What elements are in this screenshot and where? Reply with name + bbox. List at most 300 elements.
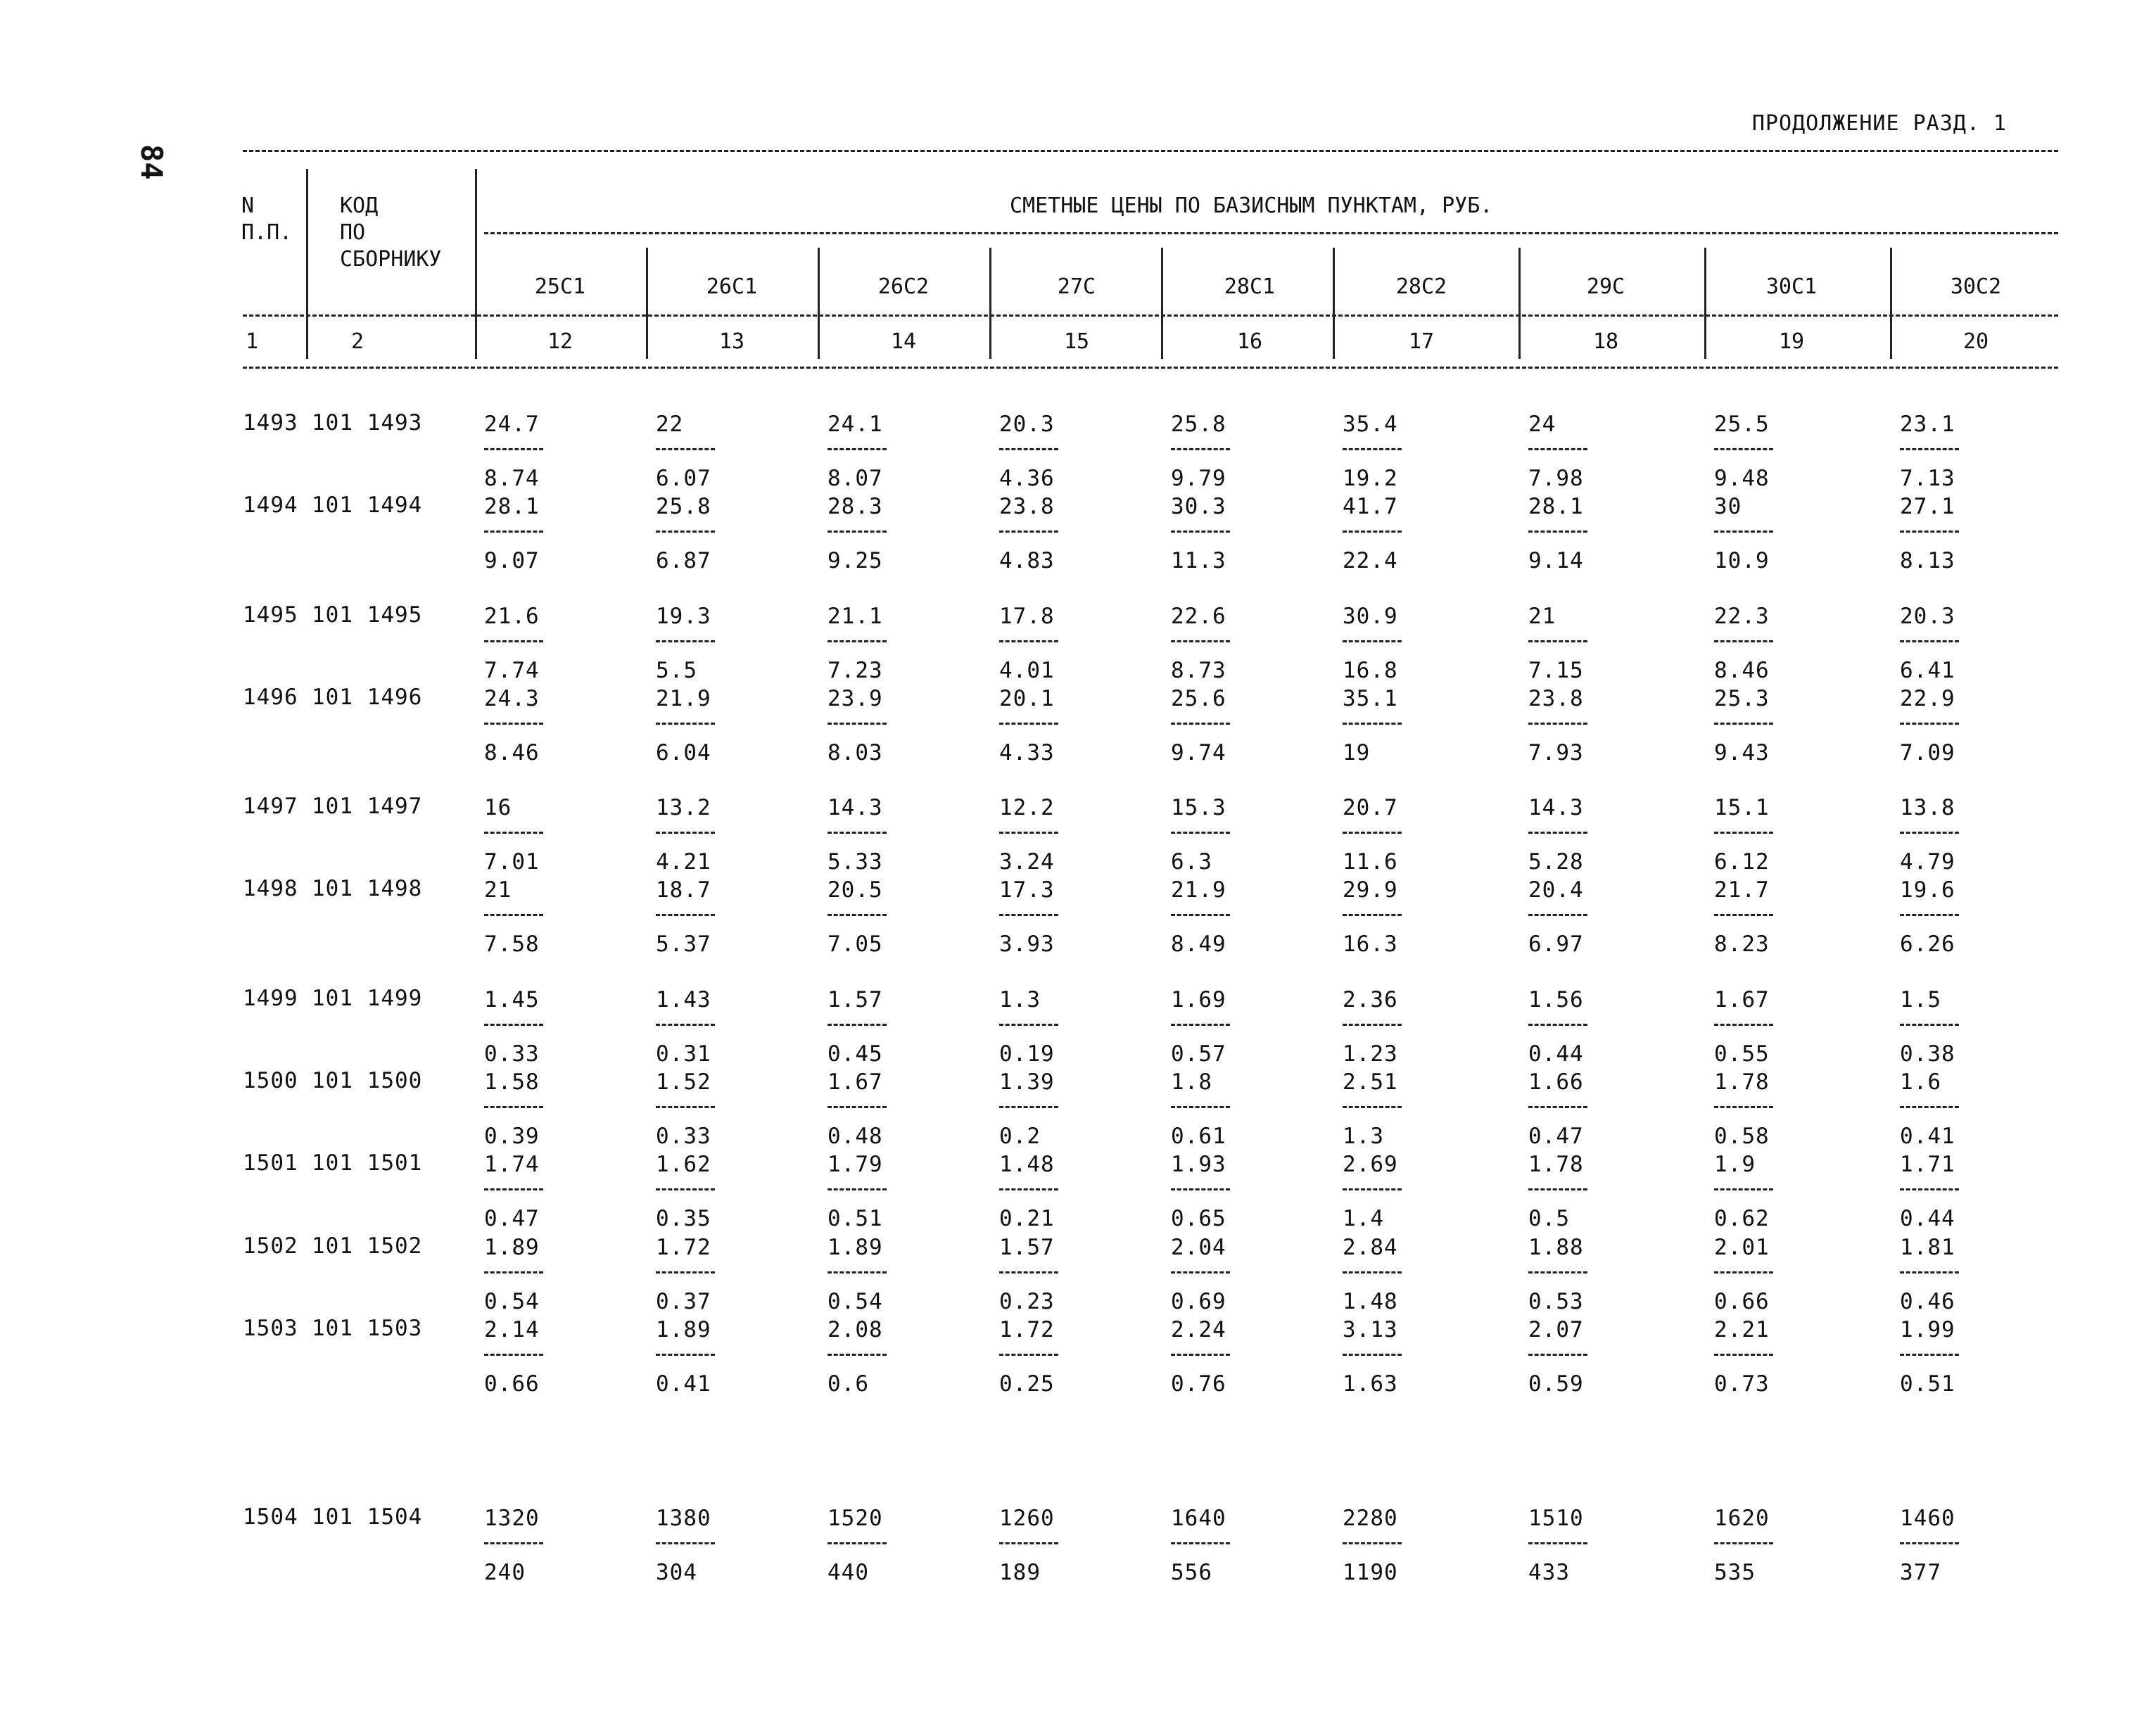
row-number: 1501 <box>243 1150 298 1176</box>
fraction-bar <box>1171 531 1230 533</box>
row-code: 101 1499 <box>312 986 423 1011</box>
row-number: 1494 <box>243 493 298 518</box>
price-numerator: 21 <box>1528 604 1556 629</box>
price-numerator: 13.8 <box>1900 795 1955 820</box>
price-denominator: 9.79 <box>1171 466 1226 491</box>
price-numerator: 12.2 <box>999 795 1055 820</box>
price-numerator: 2.04 <box>1171 1235 1226 1260</box>
fraction-bar <box>1528 1542 1587 1544</box>
price-denominator: 4.01 <box>999 658 1055 683</box>
fraction-bar <box>1900 1024 1959 1026</box>
price-denominator: 10.9 <box>1714 548 1770 573</box>
row-number: 1493 <box>243 410 298 436</box>
fraction-bar <box>827 723 887 725</box>
fraction-bar <box>1714 1024 1773 1026</box>
price-denominator: 0.44 <box>1900 1206 1955 1231</box>
row-code: 101 1495 <box>312 602 423 628</box>
price-denominator: 7.13 <box>1900 466 1955 491</box>
price-denominator: 377 <box>1900 1560 1941 1585</box>
row-code: 101 1496 <box>312 685 423 710</box>
price-numerator: 1.43 <box>656 987 711 1012</box>
fraction-bar <box>827 914 887 916</box>
price-numerator: 28.3 <box>827 494 883 519</box>
price-numerator: 2.84 <box>1343 1235 1398 1260</box>
fraction-bar <box>1171 448 1230 450</box>
header-code-line1: КОД <box>340 193 379 218</box>
fraction-bar <box>484 1271 543 1273</box>
price-denominator: 6.3 <box>1171 849 1212 875</box>
price-numerator: 14.3 <box>827 795 883 820</box>
fraction-bar <box>1343 448 1402 450</box>
row-code: 101 1498 <box>312 876 423 901</box>
price-numerator: 1.8 <box>1171 1069 1212 1095</box>
fraction-bar <box>1714 723 1773 725</box>
price-numerator: 20.7 <box>1343 795 1398 820</box>
price-denominator: 3.24 <box>999 849 1055 875</box>
row-code: 101 1503 <box>312 1316 423 1341</box>
price-numerator: 25.6 <box>1171 686 1226 711</box>
price-numerator: 28.1 <box>1528 494 1584 519</box>
price-numerator: 1.6 <box>1900 1069 1941 1095</box>
column-number: 16 <box>1236 329 1263 354</box>
price-numerator: 2.21 <box>1714 1317 1770 1342</box>
fraction-bar <box>1528 1106 1587 1108</box>
fraction-bar <box>656 1188 715 1190</box>
price-denominator: 4.21 <box>656 849 711 875</box>
price-denominator: 0.5 <box>1528 1206 1570 1231</box>
fraction-bar <box>1171 723 1230 725</box>
price-numerator: 22.3 <box>1714 604 1770 629</box>
header-col-28С2: 28С2 <box>1395 274 1447 299</box>
fraction-bar <box>999 1271 1058 1273</box>
price-denominator: 0.58 <box>1714 1124 1770 1149</box>
price-denominator: 8.73 <box>1171 658 1226 683</box>
price-denominator: 6.97 <box>1528 932 1584 957</box>
fraction-bar <box>999 531 1058 533</box>
price-denominator: 0.62 <box>1714 1206 1770 1231</box>
fraction-bar <box>999 640 1058 642</box>
price-denominator: 11.6 <box>1343 849 1398 875</box>
price-numerator: 1.72 <box>999 1317 1055 1342</box>
fraction-bar <box>1900 1188 1959 1190</box>
price-denominator: 1.3 <box>1343 1124 1384 1149</box>
header-col-29С: 29С <box>1586 274 1625 299</box>
fraction-bar <box>656 1542 715 1544</box>
price-denominator: 0.66 <box>484 1371 540 1397</box>
price-numerator: 14.3 <box>1528 795 1584 820</box>
price-denominator: 0.44 <box>1528 1041 1584 1067</box>
header-n-line1: N <box>241 193 255 218</box>
row-number: 1498 <box>243 876 298 901</box>
row-code: 101 1494 <box>312 493 423 518</box>
price-numerator: 17.8 <box>999 604 1055 629</box>
price-numerator: 1460 <box>1900 1506 1955 1531</box>
price-denominator: 0.38 <box>1900 1041 1955 1067</box>
price-denominator: 535 <box>1714 1560 1756 1585</box>
price-numerator: 24.7 <box>484 412 540 437</box>
fraction-bar <box>1343 1542 1402 1544</box>
row-code: 101 1497 <box>312 794 423 819</box>
price-numerator: 2.14 <box>484 1317 540 1342</box>
price-denominator: 4.33 <box>999 740 1055 765</box>
price-denominator: 1.48 <box>1343 1289 1398 1314</box>
price-numerator: 20.3 <box>999 412 1055 437</box>
price-numerator: 1.89 <box>827 1235 883 1260</box>
header-divider <box>1333 248 1335 359</box>
price-denominator: 0.37 <box>656 1289 711 1314</box>
price-numerator: 23.9 <box>827 686 883 711</box>
price-denominator: 0.47 <box>1528 1124 1584 1149</box>
price-denominator: 8.46 <box>484 740 540 765</box>
row-number: 1500 <box>243 1068 298 1093</box>
price-denominator: 4.79 <box>1900 849 1955 875</box>
price-numerator: 1.57 <box>999 1235 1055 1260</box>
row-number: 1497 <box>243 794 298 819</box>
price-numerator: 25.8 <box>1171 412 1226 437</box>
fraction-bar <box>1714 448 1773 450</box>
price-denominator: 7.09 <box>1900 740 1955 765</box>
fraction-bar <box>1171 1354 1230 1356</box>
fraction-bar <box>999 1542 1058 1544</box>
header-divider <box>818 248 820 359</box>
price-denominator: 1.23 <box>1343 1041 1398 1067</box>
price-numerator: 18.7 <box>656 877 711 903</box>
price-numerator: 20.1 <box>999 686 1055 711</box>
fraction-bar <box>1714 1188 1773 1190</box>
price-denominator: 19 <box>1343 740 1371 765</box>
price-numerator: 2280 <box>1343 1506 1398 1531</box>
price-denominator: 0.45 <box>827 1041 883 1067</box>
fraction-bar <box>1714 1106 1773 1108</box>
price-denominator: 6.12 <box>1714 849 1770 875</box>
price-numerator: 1.89 <box>656 1317 711 1342</box>
fraction-bar <box>1528 723 1587 725</box>
price-denominator: 7.05 <box>827 932 883 957</box>
column-number: 19 <box>1778 329 1805 354</box>
row-number: 1495 <box>243 602 298 628</box>
price-numerator: 20.4 <box>1528 877 1584 903</box>
price-numerator: 15.3 <box>1171 795 1226 820</box>
header-divider <box>306 169 308 359</box>
price-denominator: 5.33 <box>827 849 883 875</box>
price-numerator: 28.1 <box>484 494 540 519</box>
price-denominator: 5.28 <box>1528 849 1584 875</box>
fraction-bar <box>999 914 1058 916</box>
price-numerator: 35.4 <box>1343 412 1398 437</box>
fraction-bar <box>999 448 1058 450</box>
fraction-bar <box>656 531 715 533</box>
fraction-bar <box>827 1271 887 1273</box>
column-number: 1 <box>245 329 259 354</box>
fraction-bar <box>1171 1024 1230 1026</box>
header-divider <box>989 248 991 359</box>
price-denominator: 1.63 <box>1343 1371 1398 1397</box>
price-denominator: 0.41 <box>656 1371 711 1397</box>
fraction-bar <box>1528 448 1587 450</box>
price-numerator: 1.89 <box>484 1235 540 1260</box>
price-denominator: 9.74 <box>1171 740 1226 765</box>
price-numerator: 1.69 <box>1171 987 1226 1012</box>
fraction-bar <box>1343 640 1402 642</box>
fraction-bar <box>1900 832 1959 834</box>
price-numerator: 1320 <box>484 1506 540 1531</box>
page-number: 84 <box>134 144 169 180</box>
price-denominator: 9.48 <box>1714 466 1770 491</box>
price-denominator: 6.07 <box>656 466 711 491</box>
row-code: 101 1502 <box>312 1233 423 1259</box>
fraction-bar <box>1171 1542 1230 1544</box>
fraction-bar <box>1900 1106 1959 1108</box>
price-numerator: 1510 <box>1528 1506 1584 1531</box>
price-numerator: 1380 <box>656 1506 711 1531</box>
fraction-bar <box>1528 1188 1587 1190</box>
price-numerator: 1.5 <box>1900 987 1941 1012</box>
header-col-30С1: 30С1 <box>1765 274 1818 299</box>
row-code: 101 1493 <box>312 410 423 436</box>
fraction-bar <box>1714 1271 1773 1273</box>
fraction-bar <box>1714 531 1773 533</box>
price-numerator: 1.71 <box>1900 1152 1955 1177</box>
column-number: 17 <box>1408 329 1435 354</box>
price-denominator: 0.54 <box>484 1289 540 1314</box>
fraction-bar <box>1900 914 1959 916</box>
price-numerator: 35.1 <box>1343 686 1398 711</box>
fraction-bar <box>1528 1271 1587 1273</box>
price-numerator: 1.74 <box>484 1152 540 1177</box>
header-divider <box>1890 248 1892 359</box>
price-denominator: 0.41 <box>1900 1124 1955 1149</box>
header-col-30С2: 30С2 <box>1950 274 2002 299</box>
price-denominator: 0.21 <box>999 1206 1055 1231</box>
fraction-bar <box>827 640 887 642</box>
price-denominator: 7.23 <box>827 658 883 683</box>
price-denominator: 556 <box>1171 1560 1212 1585</box>
price-numerator: 1640 <box>1171 1506 1226 1531</box>
price-numerator: 25.3 <box>1714 686 1770 711</box>
fraction-bar <box>656 1271 715 1273</box>
header-col-27С: 27С <box>1057 274 1096 299</box>
price-denominator: 0.23 <box>999 1289 1055 1314</box>
price-numerator: 30 <box>1714 494 1742 519</box>
fraction-bar <box>827 448 887 450</box>
price-denominator: 0.46 <box>1900 1289 1955 1314</box>
fraction-bar <box>1343 832 1402 834</box>
price-numerator: 27.1 <box>1900 494 1955 519</box>
price-denominator: 433 <box>1528 1560 1570 1585</box>
price-denominator: 0.39 <box>484 1124 540 1149</box>
price-denominator: 8.23 <box>1714 932 1770 957</box>
price-denominator: 7.15 <box>1528 658 1584 683</box>
price-denominator: 0.25 <box>999 1371 1055 1397</box>
price-denominator: 8.49 <box>1171 932 1226 957</box>
price-numerator: 1.66 <box>1528 1069 1584 1095</box>
price-denominator: 0.55 <box>1714 1041 1770 1067</box>
price-numerator: 30.9 <box>1343 604 1398 629</box>
price-numerator: 21.9 <box>1171 877 1226 903</box>
price-numerator: 15.1 <box>1714 795 1770 820</box>
price-numerator: 21.6 <box>484 604 540 629</box>
price-numerator: 19.6 <box>1900 877 1955 903</box>
header-n-line2: П.П. <box>241 220 293 245</box>
fraction-bar <box>656 723 715 725</box>
price-numerator: 17.3 <box>999 877 1055 903</box>
column-number: 13 <box>718 329 745 354</box>
price-denominator: 22.4 <box>1343 548 1398 573</box>
price-numerator: 1.99 <box>1900 1317 1955 1342</box>
header-col-26С1: 26С1 <box>706 274 758 299</box>
fraction-bar <box>1528 1024 1587 1026</box>
fraction-bar <box>1343 1188 1402 1190</box>
fraction-bar <box>484 1106 543 1108</box>
price-denominator: 8.07 <box>827 466 883 491</box>
price-denominator: 0.69 <box>1171 1289 1226 1314</box>
price-numerator: 19.3 <box>656 604 711 629</box>
price-numerator: 29.9 <box>1343 877 1398 903</box>
price-denominator: 0.51 <box>1900 1371 1955 1397</box>
price-numerator: 1.93 <box>1171 1152 1226 1177</box>
fraction-bar <box>1343 723 1402 725</box>
fraction-bar <box>484 723 543 725</box>
price-numerator: 25.8 <box>656 494 711 519</box>
fraction-bar <box>656 1106 715 1108</box>
header-sub-rule <box>484 232 2058 234</box>
fraction-bar <box>1343 914 1402 916</box>
price-denominator: 6.41 <box>1900 658 1955 683</box>
price-denominator: 0.61 <box>1171 1124 1226 1149</box>
fraction-bar <box>1714 914 1773 916</box>
fraction-bar <box>484 832 543 834</box>
price-numerator: 2.07 <box>1528 1317 1584 1342</box>
price-denominator: 0.2 <box>999 1124 1041 1149</box>
price-numerator: 1.56 <box>1528 987 1584 1012</box>
price-denominator: 9.14 <box>1528 548 1584 573</box>
fraction-bar <box>1900 531 1959 533</box>
price-numerator: 1.9 <box>1714 1152 1756 1177</box>
price-numerator: 3.13 <box>1343 1317 1398 1342</box>
row-number: 1499 <box>243 986 298 1011</box>
price-numerator: 20.3 <box>1900 604 1955 629</box>
column-number: 14 <box>890 329 917 354</box>
fraction-bar <box>1900 1271 1959 1273</box>
header-col-26С2: 26С2 <box>877 274 930 299</box>
fraction-bar <box>999 1024 1058 1026</box>
price-denominator: 9.25 <box>827 548 883 573</box>
price-denominator: 7.93 <box>1528 740 1584 765</box>
price-numerator: 1260 <box>999 1506 1055 1531</box>
price-numerator: 1620 <box>1714 1506 1770 1531</box>
price-denominator: 11.3 <box>1171 548 1226 573</box>
price-denominator: 7.01 <box>484 849 540 875</box>
price-denominator: 8.46 <box>1714 658 1770 683</box>
price-numerator: 1.72 <box>656 1235 711 1260</box>
fraction-bar <box>1714 1542 1773 1544</box>
price-numerator: 16 <box>484 795 512 820</box>
price-numerator: 1.39 <box>999 1069 1055 1095</box>
fraction-bar <box>1171 914 1230 916</box>
price-denominator: 5.37 <box>656 932 711 957</box>
price-denominator: 0.73 <box>1714 1371 1770 1397</box>
price-numerator: 1.58 <box>484 1069 540 1095</box>
column-number: 2 <box>350 329 364 354</box>
price-numerator: 2.69 <box>1343 1152 1398 1177</box>
fraction-bar <box>1343 1271 1402 1273</box>
price-numerator: 22.6 <box>1171 604 1226 629</box>
fraction-bar <box>656 448 715 450</box>
header-code-line2: ПО <box>340 220 366 245</box>
price-denominator: 4.36 <box>999 466 1055 491</box>
price-numerator: 22.9 <box>1900 686 1955 711</box>
fraction-bar <box>1343 1024 1402 1026</box>
price-numerator: 1.81 <box>1900 1235 1955 1260</box>
price-numerator: 2.36 <box>1343 987 1398 1012</box>
header-divider <box>1161 248 1163 359</box>
price-denominator: 8.74 <box>484 466 540 491</box>
price-numerator: 1.78 <box>1528 1152 1584 1177</box>
column-number: 20 <box>1962 329 1989 354</box>
price-numerator: 20.5 <box>827 877 883 903</box>
price-denominator: 16.8 <box>1343 658 1398 683</box>
fraction-bar <box>827 832 887 834</box>
price-denominator: 0.6 <box>827 1371 869 1397</box>
header-divider <box>1518 248 1521 359</box>
price-denominator: 6.87 <box>656 548 711 573</box>
price-numerator: 24.3 <box>484 686 540 711</box>
price-denominator: 7.58 <box>484 932 540 957</box>
fraction-bar <box>1171 640 1230 642</box>
fraction-bar <box>1900 448 1959 450</box>
price-denominator: 3.93 <box>999 932 1055 957</box>
fraction-bar <box>484 1188 543 1190</box>
price-denominator: 0.35 <box>656 1206 711 1231</box>
fraction-bar <box>1528 832 1587 834</box>
price-numerator: 2.51 <box>1343 1069 1398 1095</box>
price-denominator: 19.2 <box>1343 466 1398 491</box>
price-denominator: 0.59 <box>1528 1371 1584 1397</box>
price-numerator: 41.7 <box>1343 494 1398 519</box>
price-denominator: 0.33 <box>656 1124 711 1149</box>
fraction-bar <box>999 1188 1058 1190</box>
header-top-rule <box>243 150 2058 152</box>
row-number: 1496 <box>243 685 298 710</box>
row-code: 101 1501 <box>312 1150 423 1176</box>
fraction-bar <box>484 1542 543 1544</box>
row-code: 101 1500 <box>312 1068 423 1093</box>
header-col-25С1: 25С1 <box>534 274 586 299</box>
price-denominator: 0.48 <box>827 1124 883 1149</box>
header-mid-rule <box>243 315 2058 317</box>
header-divider <box>1704 248 1706 359</box>
fraction-bar <box>1528 531 1587 533</box>
price-denominator: 6.26 <box>1900 932 1955 957</box>
price-denominator: 304 <box>656 1560 697 1585</box>
price-denominator: 0.47 <box>484 1206 540 1231</box>
price-numerator: 25.5 <box>1714 412 1770 437</box>
price-denominator: 0.33 <box>484 1041 540 1067</box>
fraction-bar <box>827 531 887 533</box>
price-denominator: 240 <box>484 1560 526 1585</box>
fraction-bar <box>1528 1354 1587 1356</box>
fraction-bar <box>827 1188 887 1190</box>
fraction-bar <box>1714 640 1773 642</box>
fraction-bar <box>484 448 543 450</box>
price-numerator: 24.1 <box>827 412 883 437</box>
fraction-bar <box>1343 531 1402 533</box>
price-numerator: 23.8 <box>1528 686 1584 711</box>
fraction-bar <box>484 1024 543 1026</box>
row-number: 1502 <box>243 1233 298 1259</box>
price-denominator: 0.66 <box>1714 1289 1770 1314</box>
fraction-bar <box>1714 1354 1773 1356</box>
